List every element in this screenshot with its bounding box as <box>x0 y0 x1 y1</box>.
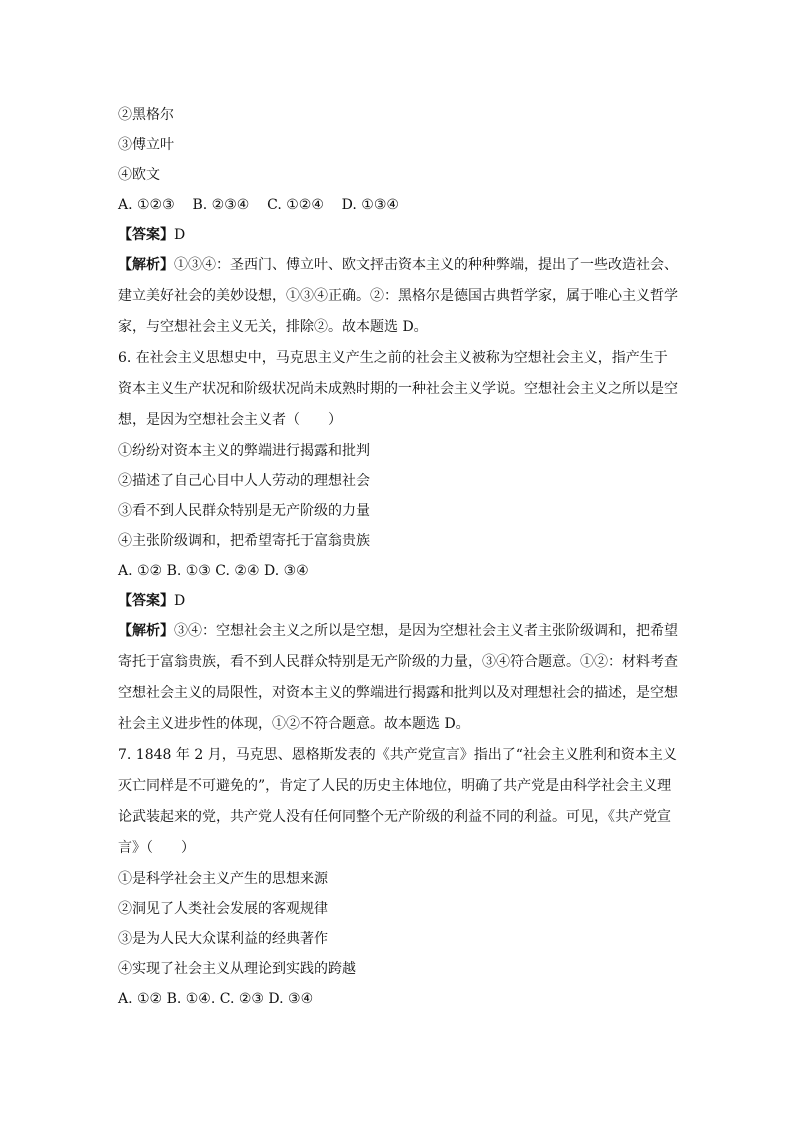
q7-choices: A. ①② B. ①④. C. ②③ D. ③④ <box>118 991 314 1007</box>
q7-option-1: ①是科学社会主义产生的思想来源 <box>118 871 328 887</box>
q7-stem: 7. 1848 年 2 月，马克思、恩格斯发表的《共产党宣言》指出了“社会主义胜利和资本主义灭亡同样是不可避免的”，肯定了人民的历史主体地位，明确了共产党是由科学社会主义理论武装起来的党，共产党人没有任何同整个无产阶级的利益不同的利益。可见，《共产党宣言》（ ） <box>118 747 677 856</box>
q6-option-1: ①纷纷对资本主义的弊端进行揭露和批判 <box>118 443 370 459</box>
q5-option-3: ③傅立叶 <box>118 137 174 153</box>
q5-choices: A. ①②③ B. ②③④ C. ①②④ D. ①③④ <box>118 197 399 213</box>
q5-answer-tag: 【答案】 <box>118 227 174 243</box>
q7-option-4: ④实现了社会主义从理论到实践的跨越 <box>118 961 356 977</box>
q5-option-2: ②黑格尔 <box>118 107 174 123</box>
q5-answer <box>118 220 678 250</box>
q6-option-3: ③看不到人民群众特别是无产阶级的力量 <box>118 503 370 519</box>
document-page <box>118 100 678 1014</box>
q6-analysis-tag: 【解析】 <box>118 623 174 639</box>
q5-option-4: ④欧文 <box>118 167 160 183</box>
q6-analysis-text: ③④：空想社会主义之所以是空想，是因为空想社会主义者主张阶级调和，把希望寄托于富翁贵族，看不到人民群众特别是无产阶级的力量，③④符合题意。①②：材料考查空想社会主义的局限性，对资本主义的弊端进行揭露和批判以及对理想社会的描述，是空想社会主义进步性的体现，①②不符合题意。故本题选 D。 <box>118 623 678 732</box>
q6-option-4: ④主张阶级调和，把希望寄托于富翁贵族 <box>118 533 370 549</box>
q6-answer-tag: 【答案】 <box>118 593 174 609</box>
q6-option-2: ②描述了自己心目中人人劳动的理想社会 <box>118 473 370 489</box>
q6-choices: A. ①② B. ①③ C. ②④ D. ③④ <box>118 563 309 579</box>
q5-analysis-text: ①③④：圣西门、傅立叶、欧文抨击资本主义的种种弊端，提出了一些改造社会、建立美好社会的美妙设想，①③④正确。②：黑格尔是德国古典哲学家，属于唯心主义哲学家，与空想社会主义无关，排除②。故本题选 D。 <box>118 257 678 335</box>
q6-stem: 6. 在社会主义思想史中，马克思主义产生之前的社会主义被称为空想社会主义，指产生于资本主义生产状况和阶级状况尚未成熟时期的一种社会主义学说。空想社会主义之所以是空想，是因为空想社会主义者（ ） <box>118 350 678 428</box>
q7-option-2: ②洞见了人类社会发展的客观规律 <box>118 901 328 917</box>
q5-analysis <box>118 250 678 343</box>
q5-analysis-tag: 【解析】 <box>118 257 174 273</box>
q7-option-3: ③是为人民大众谋利益的经典著作 <box>118 931 328 947</box>
q6-answer-value: D <box>174 593 186 609</box>
q5-answer-value: D <box>174 227 186 243</box>
q6-answer <box>118 586 678 616</box>
q6-analysis <box>118 616 678 740</box>
